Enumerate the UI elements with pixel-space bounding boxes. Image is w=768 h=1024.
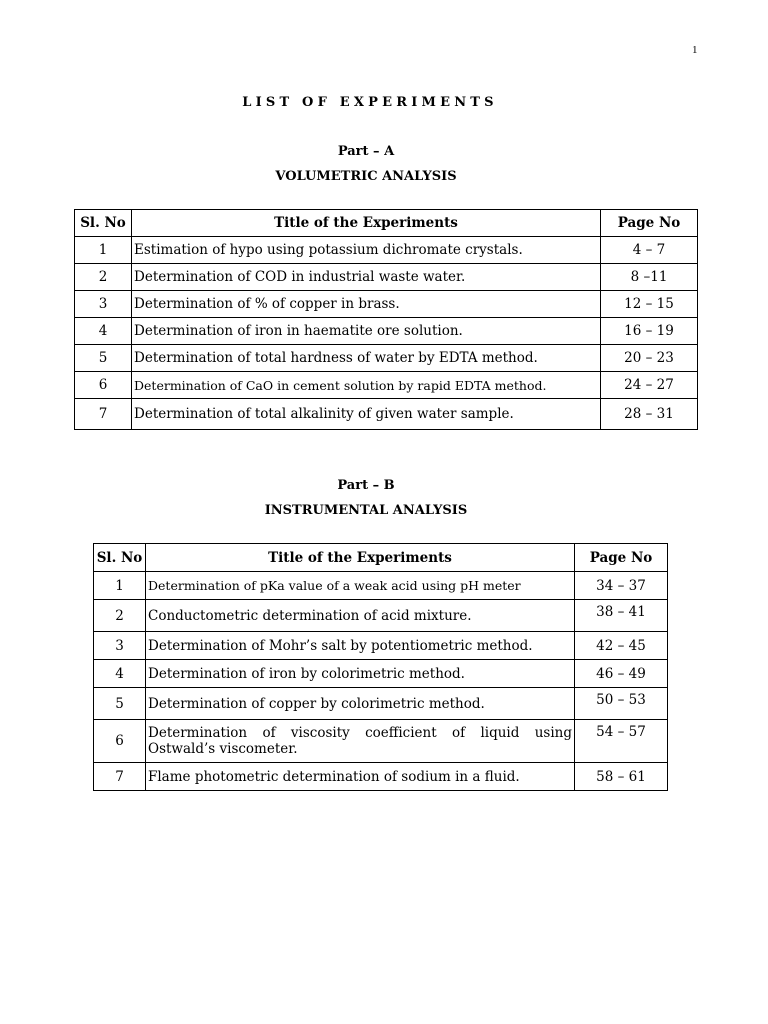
col-header-page: Page No (601, 210, 698, 237)
page-cell: 24 – 27 (601, 372, 698, 399)
col-header-sl: Sl. No (94, 544, 146, 572)
part-b-section-title: INSTRUMENTAL ANALYSIS (264, 503, 468, 518)
page-cell: 54 – 57 (575, 720, 668, 763)
title-cell: Determination of iron in haematite ore solution. (132, 318, 601, 345)
table-row (94, 660, 668, 688)
table-row (94, 600, 668, 632)
part-a-label: Part – A (337, 144, 395, 159)
page-cell: 28 – 31 (601, 399, 698, 430)
part-a-section-title: VOLUMETRIC ANALYSIS (275, 169, 457, 184)
table-row (94, 572, 668, 600)
sl-cell: 2 (94, 600, 146, 632)
table-row (75, 372, 698, 399)
sl-cell: 1 (75, 237, 132, 264)
table-header-row (94, 544, 668, 572)
sl-cell: 7 (75, 399, 132, 430)
table-row (75, 399, 698, 430)
title-cell: Determination of iron by colorimetric method. (146, 660, 575, 688)
table-row (75, 264, 698, 291)
table-row (94, 688, 668, 720)
title-cell: Determination of COD in industrial waste water. (132, 264, 601, 291)
page-cell: 46 – 49 (575, 660, 668, 688)
sl-cell: 3 (94, 632, 146, 660)
col-header-title: Title of the Experiments (146, 544, 575, 572)
table-header-row (75, 210, 698, 237)
sl-cell: 6 (75, 372, 132, 399)
sl-cell: 4 (75, 318, 132, 345)
sl-cell: 5 (94, 688, 146, 720)
title-cell: Determination of copper by colorimetric method. (146, 688, 575, 720)
sl-cell: 1 (94, 572, 146, 600)
title-cell: Determination of total alkalinity of given water sample. (132, 399, 601, 430)
instrumental-analysis-table (93, 543, 668, 791)
title-cell: Estimation of hypo using potassium dichromate crystals. (132, 237, 601, 264)
table-row (94, 632, 668, 660)
title-cell: Conductometric determination of acid mixture. (146, 600, 575, 632)
sl-cell: 5 (75, 345, 132, 372)
page-cell: 34 – 37 (575, 572, 668, 600)
page-cell: 4 – 7 (601, 237, 698, 264)
col-header-title: Title of the Experiments (132, 210, 601, 237)
title-cell: Determination of pKa value of a weak acid using pH meter (146, 572, 575, 600)
document-title: LIST OF EXPERIMENTS (242, 95, 498, 110)
title-cell: Determination of % of copper in brass. (132, 291, 601, 318)
title-cell: Determination of viscosity coefficient of liquid using Ostwald’s viscometer. (146, 720, 575, 763)
part-b-label: Part – B (337, 478, 395, 493)
sl-cell: 2 (75, 264, 132, 291)
page-cell: 38 – 41 (575, 600, 668, 632)
page-cell: 50 – 53 (575, 688, 668, 720)
title-cell: Determination of Mohr’s salt by potentiometric method. (146, 632, 575, 660)
table-row (94, 720, 668, 763)
table-row (75, 291, 698, 318)
page-cell: 58 – 61 (575, 763, 668, 791)
page-cell: 8 –11 (601, 264, 698, 291)
volumetric-analysis-table (74, 209, 698, 430)
sl-cell: 7 (94, 763, 146, 791)
title-cell: Flame photometric determination of sodium in a fluid. (146, 763, 575, 791)
sl-cell: 6 (94, 720, 146, 763)
title-cell: Determination of total hardness of water by EDTA method. (132, 345, 601, 372)
col-header-sl: Sl. No (75, 210, 132, 237)
sl-cell: 4 (94, 660, 146, 688)
sl-cell: 3 (75, 291, 132, 318)
title-cell: Determination of CaO in cement solution by rapid EDTA method. (132, 372, 601, 399)
page-number: 1 (692, 44, 698, 56)
page-cell: 12 – 15 (601, 291, 698, 318)
page-cell: 16 – 19 (601, 318, 698, 345)
col-header-page: Page No (575, 544, 668, 572)
page-cell: 20 – 23 (601, 345, 698, 372)
table-row (94, 763, 668, 791)
table-row (75, 237, 698, 264)
table-row (75, 318, 698, 345)
table-row (75, 345, 698, 372)
page-cell: 42 – 45 (575, 632, 668, 660)
